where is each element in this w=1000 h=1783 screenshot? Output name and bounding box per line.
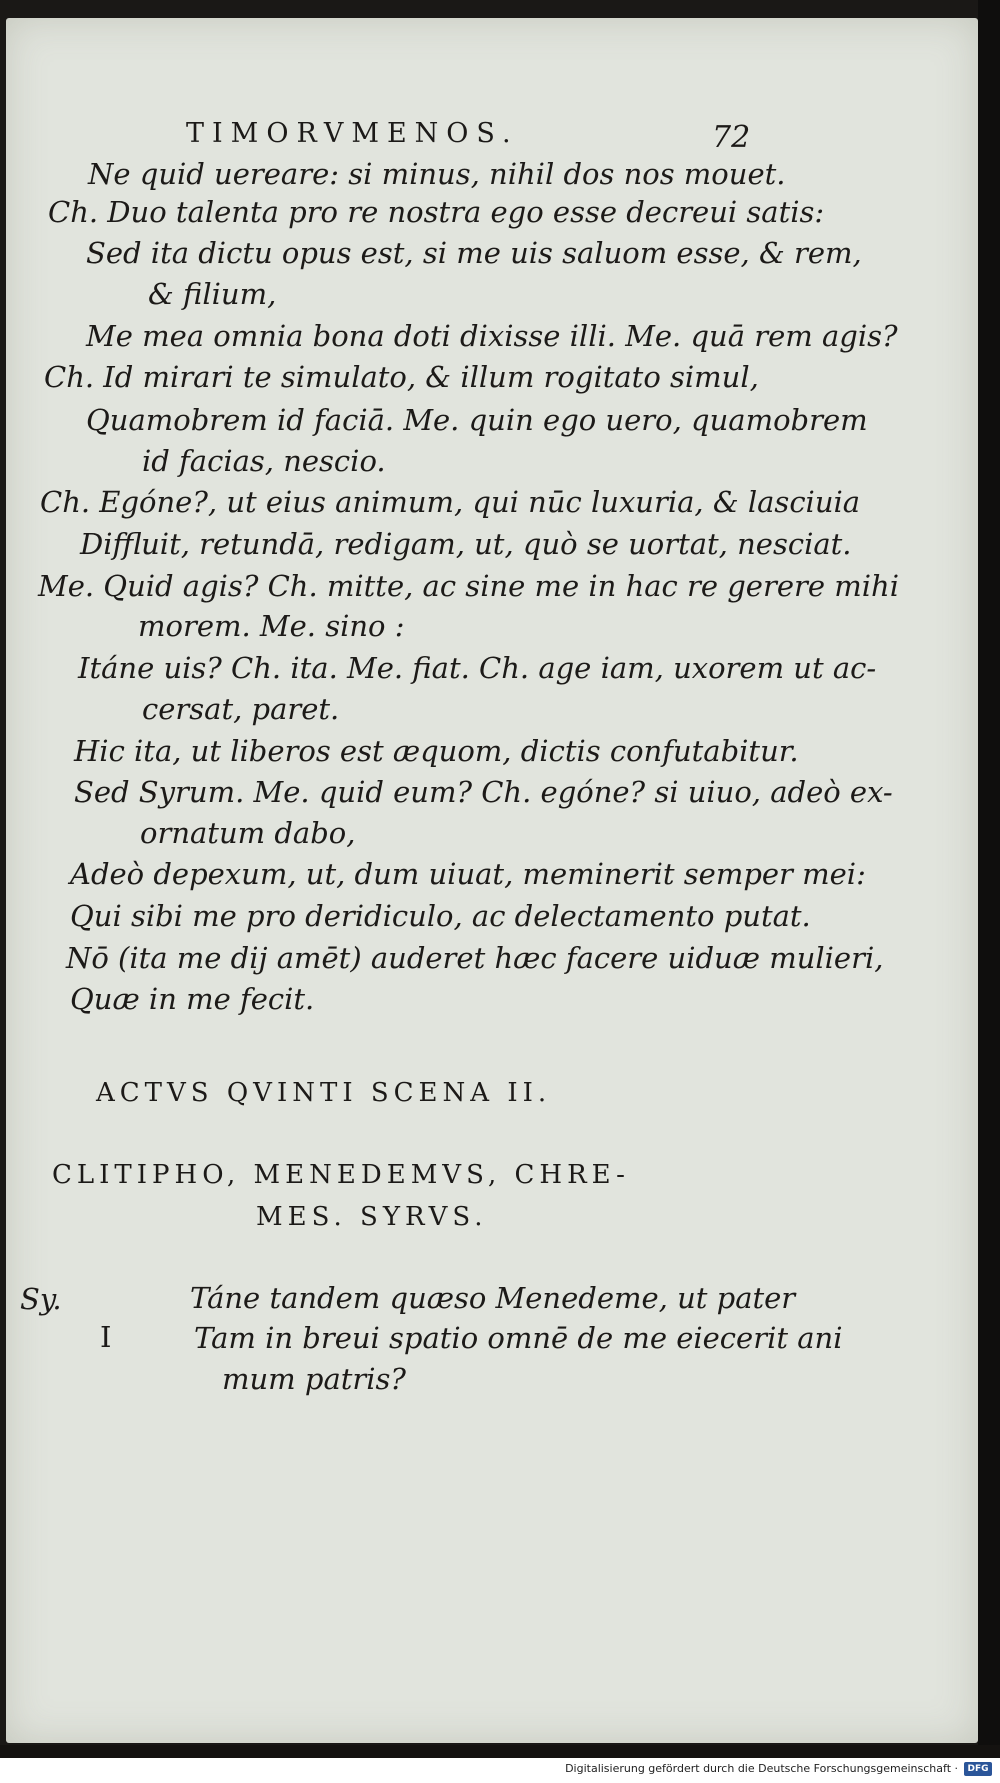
- verse-line: Nō (ita me dij amēt) auderet hæc facere uiduæ mulieri,: [66, 941, 884, 975]
- verse-line: Hic ita, ut liberos est æquom, dictis confutabitur.: [74, 734, 799, 768]
- line-marker: I: [100, 1320, 112, 1354]
- verse-line: morem. Me. sino :: [138, 609, 405, 643]
- dialogue-line: Tam in breui spatio omnē de me eiecerit ani: [194, 1321, 843, 1355]
- persons-line: CLITIPHO, MENEDEMVS, CHRE-: [52, 1160, 630, 1190]
- verse-line: Sed ita dictu opus est, si me uis saluom esse, & rem,: [86, 236, 862, 270]
- dialogue-line: mum patris?: [222, 1362, 406, 1396]
- verse-line: Ne quid uereare: si minus, nihil dos nos mouet.: [88, 157, 786, 191]
- verse-line: Me. Quid agis? Ch. mitte, ac sine me in hac re gerere mihi: [38, 569, 899, 603]
- scene-heading: ACTVS QVINTI SCENA II.: [96, 1078, 552, 1108]
- verse-line: Ch. Egóne?, ut eius animum, qui nūc luxuria, & lasciuia: [40, 485, 861, 519]
- verse-line: Diffluit, retundā, redigam, ut, quò se uortat, nesciat.: [80, 527, 852, 561]
- verse-line: Itáne uis? Ch. ita. Me. fiat. Ch. age iam, uxorem ut ac-: [78, 651, 877, 685]
- verse-line: id facias, nescio.: [142, 444, 386, 478]
- speaker-label: Sy.: [20, 1282, 62, 1316]
- verse-line: Qui sibi me pro deridiculo, ac delectamento putat.: [70, 899, 811, 933]
- verse-line: Sed Syrum. Me. quid eum? Ch. egóne? si uiuo, adeò ex-: [74, 775, 893, 809]
- digitization-credit: Digitalisierung gefördert durch die Deutsche Forschungsgemeinschaft ·: [565, 1762, 958, 1775]
- verse-line: Quamobrem id faciā. Me. quin ego uero, quamobrem: [86, 403, 868, 437]
- dialogue-line: Táne tandem quæso Menedeme, ut pater: [190, 1281, 796, 1315]
- dfg-logo: DFG: [964, 1762, 992, 1776]
- verse-line: cersat, paret.: [142, 692, 340, 726]
- verse-line: Ch. Duo talenta pro re nostra ego esse decreui satis:: [48, 195, 825, 229]
- running-title: TIMORVMENOS.: [186, 118, 519, 149]
- persons-line: MES. SYRVS.: [256, 1202, 488, 1232]
- verse-line: Ch. Id mirari te simulato, & illum rogitato simul,: [44, 360, 759, 394]
- verse-line: ornatum dabo,: [140, 816, 356, 850]
- verse-line: Quæ in me fecit.: [70, 982, 315, 1016]
- page-number: 72: [712, 120, 751, 155]
- scan-edge: [978, 0, 1000, 1783]
- verse-line: Adeò depexum, ut, dum uiuat, meminerit semper mei:: [70, 857, 866, 891]
- verse-line: Me mea omnia bona doti dixisse illi. Me. quā rem agis?: [86, 319, 898, 353]
- verse-line: & filium,: [148, 277, 277, 311]
